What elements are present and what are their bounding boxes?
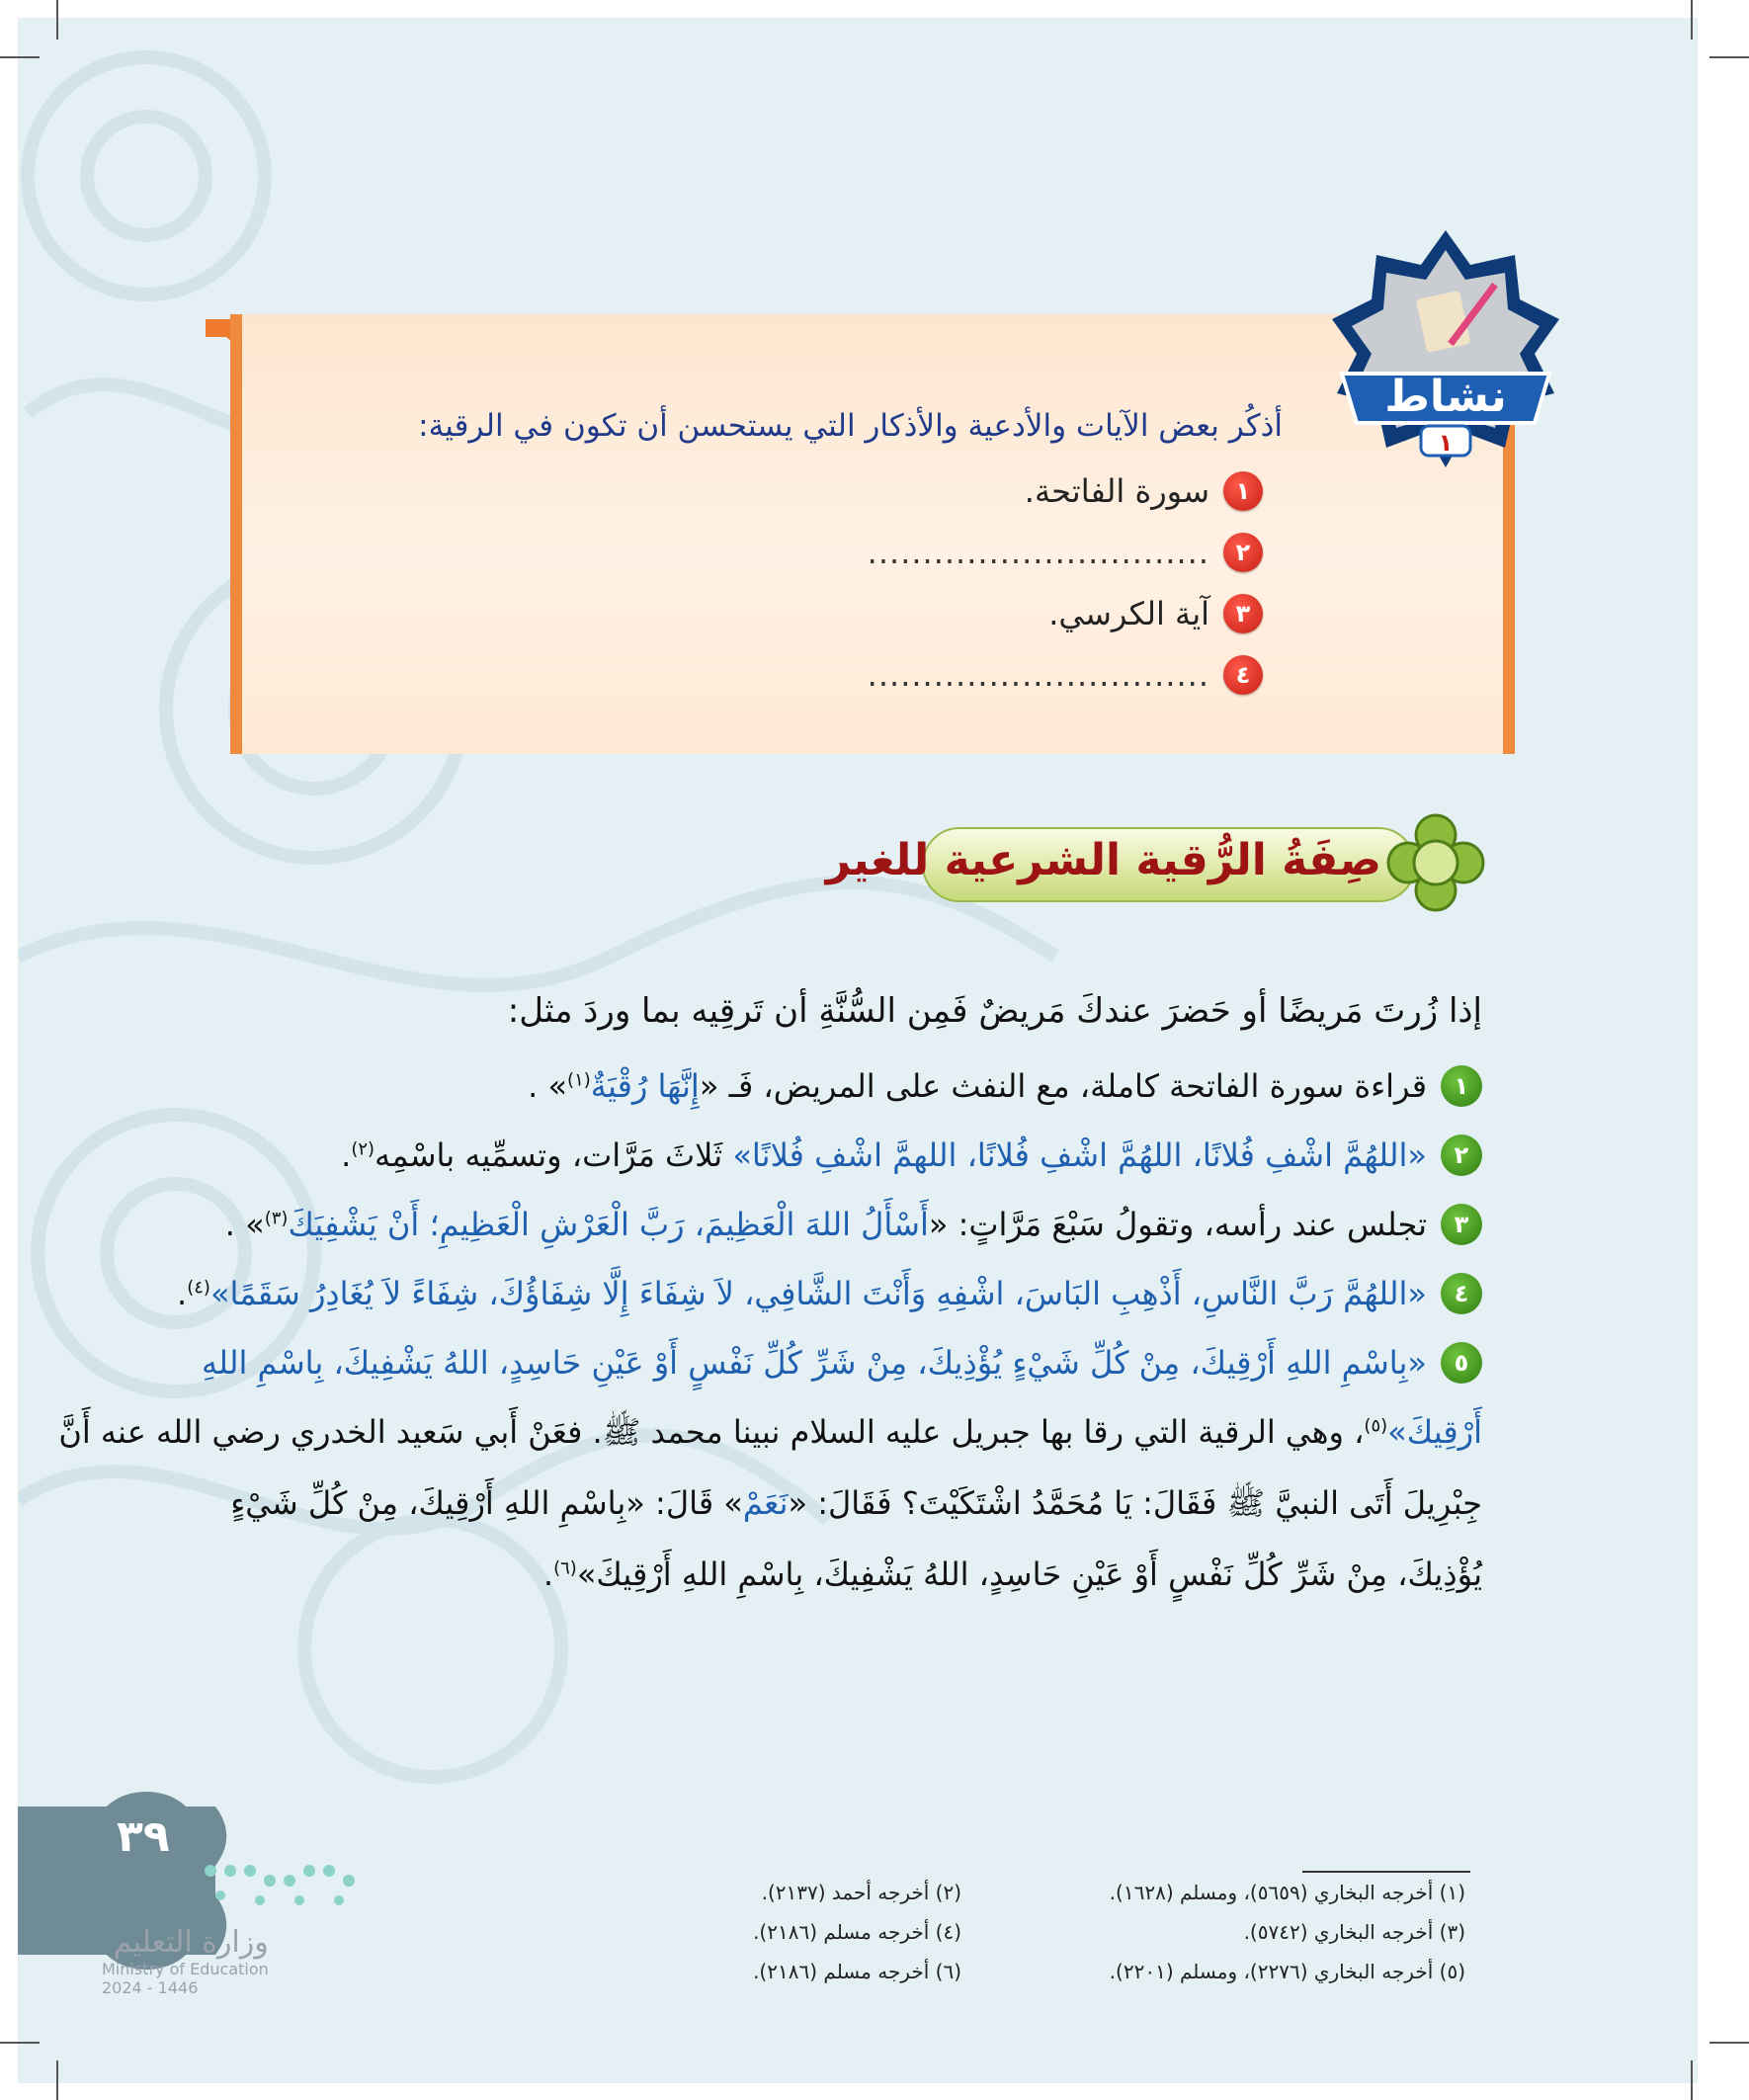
activity-item	[868, 651, 1263, 699]
paragraph-text: » قَالَ: «بِاسْمِ اللهِ أَرْقِيكَ، مِنْ كُلِّ شَيْءٍ	[230, 1484, 743, 1522]
activity-item	[1048, 590, 1263, 637]
activity-item-text: آية الكرسي.	[1048, 595, 1209, 632]
item-end: .	[341, 1136, 352, 1174]
crop-mark	[56, 2060, 58, 2100]
paragraph-text: جِبْرِيلَ أَتَى النبيَّ ﷺ فَقَالَ: يَا مُحَمَّدُ اشْتَكَيْتَ؟ فَقَالَ: «	[788, 1484, 1482, 1522]
activity-question: أذكُر بعض الآيات والأدعية والأذكار التي يستحسن أن تكون في الرقية:	[418, 408, 1283, 444]
crop-mark	[0, 56, 40, 58]
item-number: ١	[1441, 1065, 1482, 1107]
footnote: (٤) أخرجه مسلم (٢١٨٦).	[753, 1920, 961, 1944]
crop-mark	[1709, 56, 1749, 58]
activity-item	[1025, 467, 1263, 515]
edition-year: 2024 - 1446	[102, 1978, 199, 1997]
item-quote: إِنَّهَا رُقْيَةٌ	[590, 1067, 700, 1105]
item-quote: أَسْأَلُ اللهَ الْعَظِيمَ، رَبَّ الْعَرْشِ الْعَظِيمِ؛ أَنْ يَشْفِيَكَ	[288, 1206, 929, 1243]
badge-number: ١	[1438, 429, 1454, 457]
page	[18, 18, 1698, 2083]
crop-mark	[1709, 2042, 1749, 2044]
item-end: » .	[528, 1067, 568, 1105]
item-quote: «بِاسْمِ اللهِ أَرْقِيكَ، مِنْ كُلِّ شَيْءٍ يُؤْذِيكَ، مِنْ شَرِّ كُلِّ نَفْسٍ أَوْ عَيْنِ حَاسِدٍ، اللهُ يَشْفِيكَ، بِاسْمِ اللهِ	[201, 1344, 1427, 1382]
item-end: .	[177, 1275, 188, 1312]
item-text: قراءة سورة الفاتحة كاملة، مع النفث على المريض، فَـ «	[699, 1067, 1427, 1105]
activity-badge-icon	[1322, 225, 1569, 472]
list-item	[528, 1065, 1482, 1107]
crop-mark	[1691, 0, 1693, 40]
activity-item	[868, 529, 1263, 576]
flower-ornament-icon	[1386, 813, 1485, 912]
item-text: ثَلاثَ مَرَّات، وتسمِّيه باسْمِه	[375, 1136, 733, 1174]
item-quote: «اللهُمَّ رَبَّ النَّاسِ، أَذْهِبِ البَاسَ، اشْفِهِ وَأَنْتَ الشَّافِي، لاَ شِفَاءَ إِلَّا شِفَاؤُكَ، شِفَاءً لاَ يُغَادِرُ سَقَمًا»	[209, 1275, 1427, 1312]
footnote-ref: (٤)	[187, 1277, 210, 1299]
section-title: صِفَةُ الرُّقية الشرعية للغير	[825, 835, 1381, 885]
item-quote: نَعَمْ	[742, 1484, 789, 1522]
page-number: ٣٩	[117, 1811, 170, 1862]
item-number: ٢	[1441, 1134, 1482, 1176]
list-item	[202, 1342, 1482, 1384]
paragraph-line	[58, 1413, 1482, 1459]
footnote: (٣) أخرجه البخاري (٥٧٤٢).	[1243, 1920, 1465, 1944]
paragraph-text: يُؤْذِيكَ، مِنْ شَرِّ كُلِّ نَفْسٍ أَوْ عَيْنِ حَاسِدٍ، اللهُ يَشْفِيكَ، بِاسْمِ اللهِ أَرْقِيكَ»	[576, 1555, 1482, 1593]
ministry-logo-icon	[191, 1851, 369, 1920]
footnote: (١) أخرجه البخاري (٥٦٥٩)، ومسلم (١٦٢٨).	[1109, 1881, 1465, 1904]
crop-mark	[1691, 2060, 1693, 2100]
activity-item-number: ٢	[1223, 533, 1263, 572]
crop-mark	[56, 0, 58, 40]
list-item	[225, 1204, 1482, 1245]
paragraph-text: ، وهي الرقية التي رقا بها جبريل عليه السلام نبينا محمد ﷺ. فعَنْ أَبي سَعيد الخدري رضي الله عنه أَنَّ	[58, 1413, 1365, 1451]
item-number: ٥	[1441, 1342, 1482, 1384]
ministry-name-ar: وزارة التعليم	[113, 1925, 269, 1960]
footnote-divider	[1302, 1871, 1470, 1873]
item-number: ٤	[1441, 1273, 1482, 1314]
activity-item-number: ٣	[1223, 594, 1263, 633]
activity-answer-blank[interactable]: ...............................	[867, 534, 1209, 571]
paragraph-line	[543, 1555, 1482, 1593]
paragraph-line	[230, 1484, 1482, 1530]
footnote: (٦) أخرجه مسلم (٢١٨٦).	[753, 1960, 961, 1983]
footnote-ref: (٥)	[1364, 1415, 1388, 1437]
activity-item-number: ٤	[1223, 655, 1263, 695]
footnote: (٢) أخرجه أحمد (٢١٣٧).	[761, 1881, 961, 1904]
crop-mark	[0, 2042, 40, 2044]
activity-item-text: سورة الفاتحة.	[1024, 472, 1209, 510]
list-item	[177, 1273, 1482, 1314]
item-number: ٣	[1441, 1204, 1482, 1245]
item-end: » .	[224, 1206, 265, 1243]
item-text: تجلس عند رأسه، وتقولُ سَبْعَ مَرَّاتٍ: «	[928, 1206, 1427, 1243]
paragraph-end: .	[542, 1555, 554, 1593]
footnote-ref: (٣)	[264, 1208, 289, 1229]
footnote-ref: (١)	[567, 1069, 591, 1091]
intro-text: إذا زُرتَ مَريضًا أو حَضرَ عندكَ مَريضٌ فَمِن السُّنَّةِ أن تَرقِيه بما وردَ مثل:	[507, 991, 1482, 1031]
ministry-label	[102, 1925, 269, 1997]
badge-label: نشاط	[1384, 372, 1507, 422]
ministry-name-en: Ministry of Education	[102, 1960, 269, 1978]
activity-answer-blank[interactable]: ...............................	[867, 656, 1209, 694]
activity-item-number: ١	[1223, 471, 1263, 511]
item-quote: أَرْقِيكَ»	[1387, 1413, 1482, 1451]
footnote-ref: (٦)	[553, 1557, 577, 1579]
item-quote: «اللهُمَّ اشْفِ فُلانًا، اللهُمَّ اشْفِ فُلانًا، اللهمَّ اشْفِ فُلانًا»	[732, 1136, 1427, 1174]
footnote-ref: (٢)	[351, 1138, 375, 1160]
footnote: (٥) أخرجه البخاري (٢٢٧٦)، ومسلم (٢٢٠١).	[1109, 1960, 1465, 1983]
list-item	[341, 1134, 1482, 1176]
section-heading	[825, 813, 1485, 912]
